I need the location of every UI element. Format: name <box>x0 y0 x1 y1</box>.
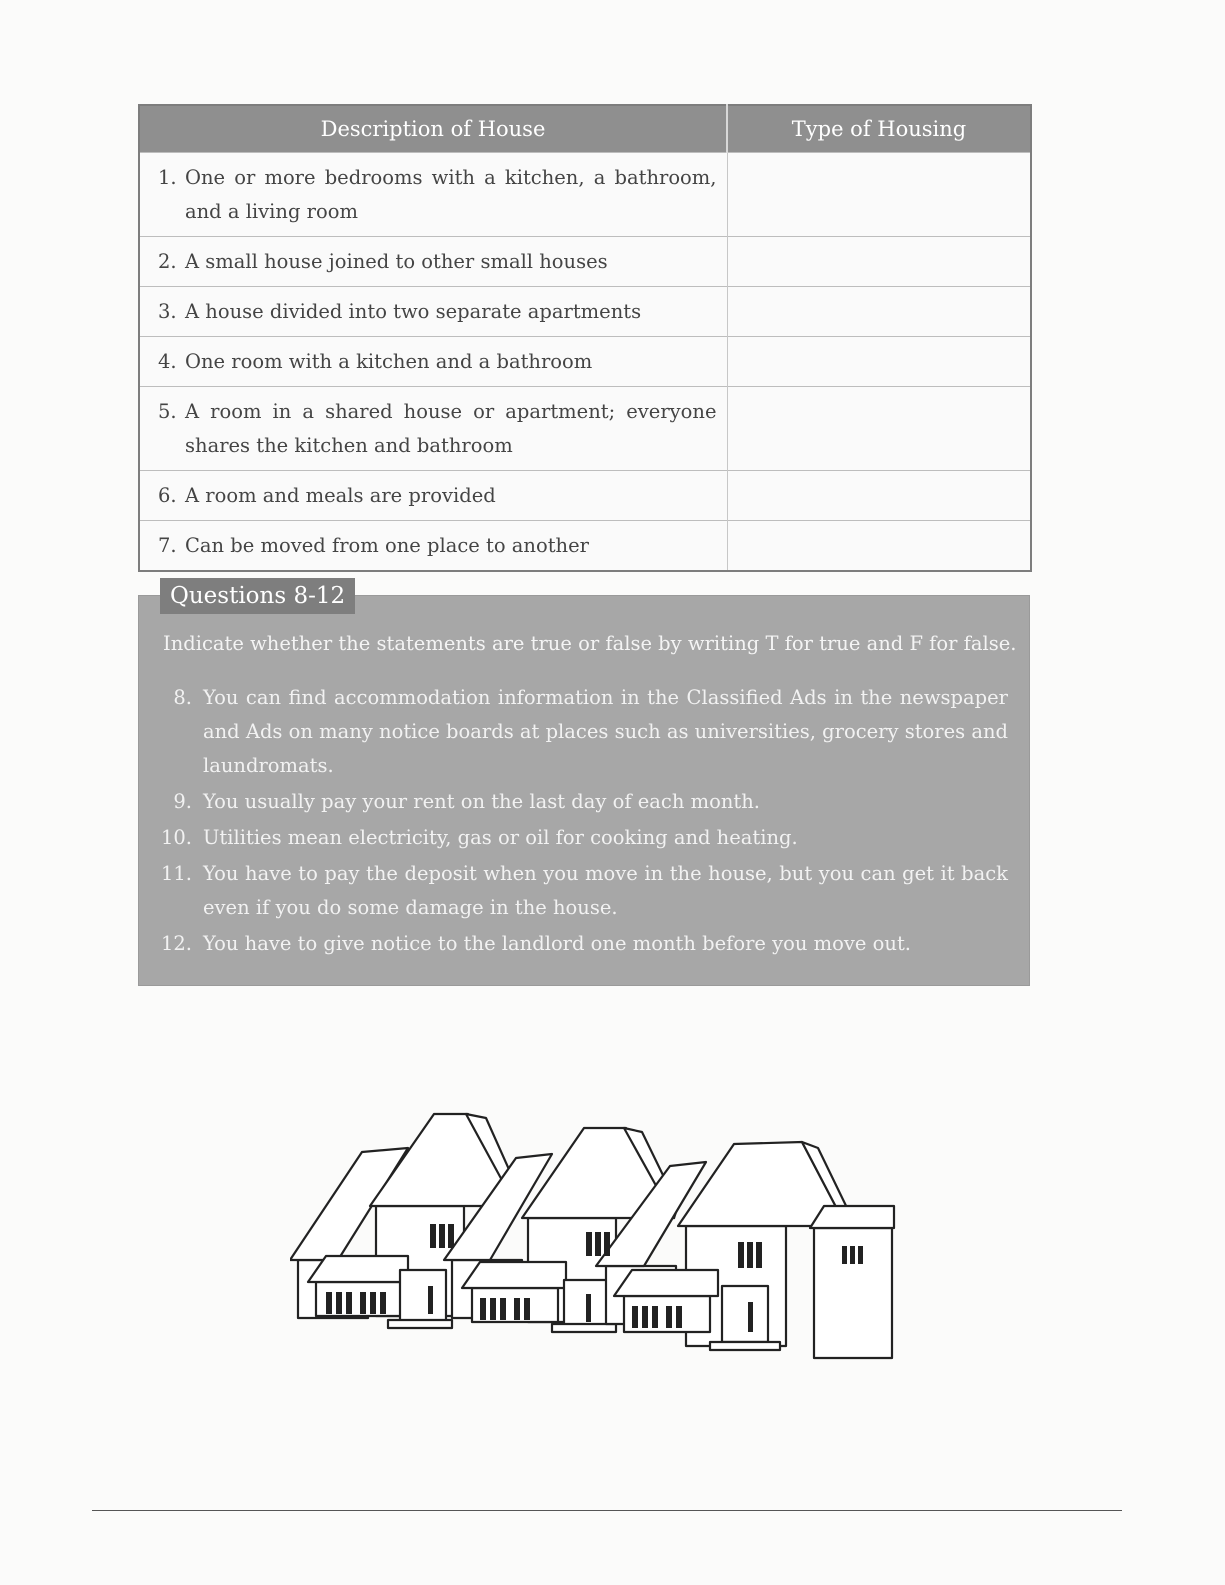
question-text: You usually pay your rent on the last day of each month. <box>203 790 760 813</box>
row-description: A room and meals are provided <box>185 484 496 507</box>
question-item <box>160 857 1008 925</box>
table-row <box>139 153 1031 237</box>
question-text: You can find accommodation information in the Classified Ads in the newspaper and Ads on many notice boards at places such as universities, grocery stores and laundromats. <box>203 686 1009 777</box>
table-row <box>139 287 1031 337</box>
row-number: 5. <box>158 400 177 423</box>
answer-cell-1[interactable] <box>727 153 1031 237</box>
row-description: Can be moved from one place to another <box>185 534 589 557</box>
header-type-of-housing: Type of Housing <box>727 105 1031 153</box>
question-number: 12. <box>160 932 192 955</box>
questions-instruction: Indicate whether the statements are true or false by writing T for true and F for false. <box>163 632 1017 655</box>
question-number: 10. <box>160 826 192 849</box>
table-row <box>139 337 1031 387</box>
question-item <box>160 927 1008 961</box>
row-number: 3. <box>158 300 177 323</box>
question-text: Utilities mean electricity, gas or oil for cooking and heating. <box>203 826 798 849</box>
table-row <box>139 387 1031 471</box>
question-item <box>160 821 1008 855</box>
answer-cell-2[interactable] <box>727 237 1031 287</box>
table-row <box>139 471 1031 521</box>
question-item <box>160 785 1008 819</box>
row-houses-illustration <box>290 1110 902 1372</box>
questions-title: Questions 8-12 <box>160 578 355 614</box>
answer-cell-6[interactable] <box>727 471 1031 521</box>
row-description: One room with a kitchen and a bathroom <box>185 350 593 373</box>
answer-cell-5[interactable] <box>727 387 1031 471</box>
table-row <box>139 521 1031 572</box>
question-number: 8. <box>173 686 192 709</box>
header-description: Description of House <box>139 105 727 153</box>
row-description: A house divided into two separate apartments <box>185 300 642 323</box>
questions-list <box>160 681 1008 963</box>
question-number: 9. <box>173 790 192 813</box>
row-number: 2. <box>158 250 177 273</box>
table-header-row <box>139 105 1031 153</box>
question-text: You have to pay the deposit when you move in the house, but you can get it back even if you do some damage in the house. <box>203 862 1008 919</box>
row-number: 1. <box>158 166 177 189</box>
question-number: 11. <box>160 862 192 885</box>
housing-table <box>138 104 1032 572</box>
question-item <box>160 681 1008 783</box>
question-text: You have to give notice to the landlord one month before you move out. <box>203 932 911 955</box>
answer-cell-7[interactable] <box>727 521 1031 572</box>
row-description: One or more bedrooms with a kitchen, a bathroom, and a living room <box>185 166 717 223</box>
row-number: 6. <box>158 484 177 507</box>
row-number: 4. <box>158 350 177 373</box>
row-description: A small house joined to other small houses <box>185 250 608 273</box>
row-number: 7. <box>158 534 177 557</box>
footer-rule <box>92 1510 1122 1511</box>
answer-cell-4[interactable] <box>727 337 1031 387</box>
row-description: A room in a shared house or apartment; everyone shares the kitchen and bathroom <box>185 400 717 457</box>
table-row <box>139 237 1031 287</box>
answer-cell-3[interactable] <box>727 287 1031 337</box>
